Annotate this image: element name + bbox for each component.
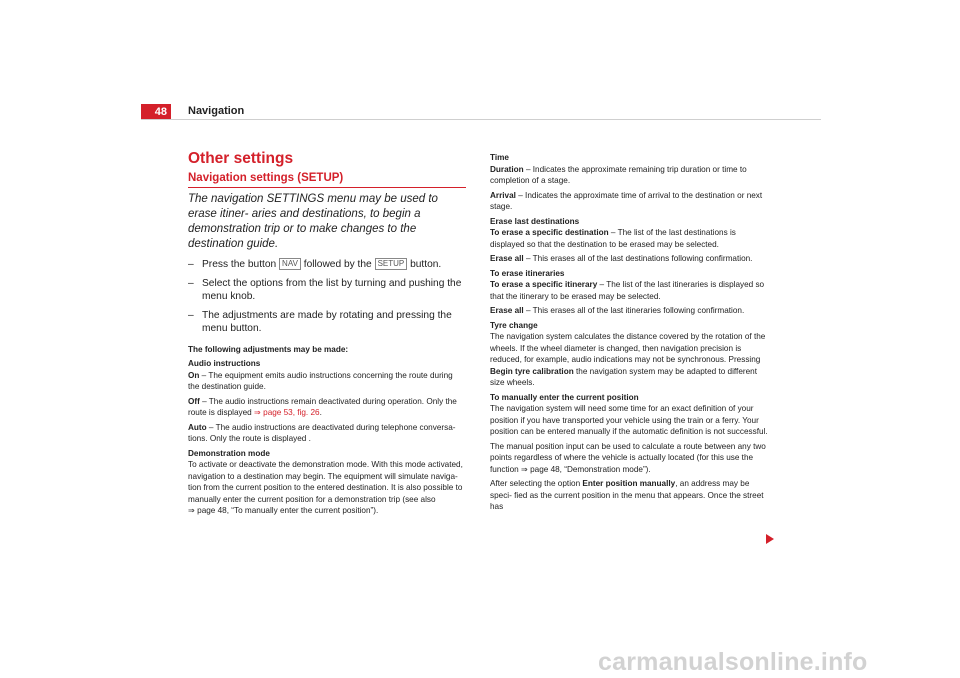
page-number-badge: 48 — [141, 104, 171, 120]
section-title: Navigation — [188, 105, 245, 117]
adjustments-heading: The following adjustments may be made: — [188, 344, 349, 354]
manual-position-text-2: The manual position input can be used to calculate a route between any two points regardless of where the vehicle is actually located (for this use the function ⇒ page 48, “Demonstration mode”). — [490, 441, 766, 474]
audio-on-text: On – The equipment emits audio instructions concerning the route during the destination guide. — [188, 370, 453, 391]
erase-itineraries-heading: To erase itineraries — [490, 268, 565, 278]
next-page-arrow-icon — [766, 534, 774, 544]
erase-all-destinations-text: Erase all – This erases all of the last destinations following confirmation. — [490, 254, 753, 263]
left-column — [188, 150, 466, 520]
arrival-text: Arrival – Indicates the approximate time of arrival to the destination or next stage. — [490, 190, 763, 211]
erase-all-itineraries-text: Erase all – This erases all of the last itineraries following confirmation. — [490, 306, 745, 315]
header-divider — [141, 119, 821, 120]
setup-key: SETUP — [375, 258, 408, 270]
erase-destinations-heading: Erase last destinations — [490, 216, 580, 226]
intro-text: The navigation SETTINGS menu may be used to erase itiner- aries and destinations, to begin a demonstration trip or to make changes to the destination guide. — [188, 193, 438, 250]
nav-key: NAV — [279, 258, 301, 270]
step-item: – The adjustments are made by rotating and pressing the menu button. — [188, 309, 452, 334]
audio-auto-text: Auto – The audio instructions are deactivated during telephone conversa- tions. Only the route is displayed . — [188, 422, 456, 443]
page-heading: Other settings — [188, 150, 294, 167]
step-item: – Select the options from the list by turning and pushing the menu knob. — [188, 277, 462, 302]
page-53-link[interactable]: ⇒ page 53, fig. 26 — [254, 408, 320, 417]
adjustments-block — [188, 344, 466, 517]
erase-itinerary-text: To erase a specific itinerary – The list of the last itineraries is displayed so that the itinerary to be erased may be selected. — [490, 280, 765, 301]
right-column — [490, 152, 770, 516]
manual-position-text-3: After selecting the option Enter position manually, an address may be speci- fied as the current position in the menu that appears. Once the street has — [490, 479, 764, 511]
watermark: carmanualsonline.info — [598, 648, 868, 676]
subheading: Navigation settings (SETUP) — [188, 172, 466, 188]
step-list — [188, 258, 466, 336]
demo-text: To activate or deactivate the demonstration mode. With this mode activated, navigation to a destination may begin. The equipment will simulate naviga- tion from the current position to the entered destination. It is also possible to manually enter the current position for a demonstration trip (see also ⇒ page 48, “To manually enter the current position”). — [188, 460, 463, 515]
manual-position-heading: To manually enter the current position — [490, 392, 639, 402]
step-item: – Press the button NAV followed by the SETUP button. — [188, 259, 442, 270]
duration-text: Duration – Indicates the approximate remaining trip duration or time to completion of a stage. — [490, 164, 747, 185]
time-heading: Time — [490, 153, 509, 162]
tyre-heading: Tyre change — [490, 320, 538, 330]
audio-off-text: Off – The audio instructions remain deactivated during operation. Only the route is displayed ⇒ page 53, fig. 26. — [188, 396, 457, 417]
manual-position-text-1: The navigation system will need some time for an exact definition of your position if you have transported your vehicle using the train or a ferry. Your position can be entered manually if the automatic definition is not successful. — [490, 404, 768, 436]
demo-heading: Demonstration mode — [188, 448, 270, 458]
audio-heading: Audio instructions — [188, 359, 261, 368]
tyre-text: The navigation system calculates the distance covered by the rotation of the wheels. If the wheel diameter is changed, then navigation precision is reduced, for example, audio indications may not be synchronous. Pressing Begin tyre calibration the navigation system may be adapted to different size wheels. — [490, 332, 766, 387]
erase-destination-text: To erase a specific destination – The list of the last destinations is displayed so that the destination to be erased may be selected. — [490, 228, 736, 249]
